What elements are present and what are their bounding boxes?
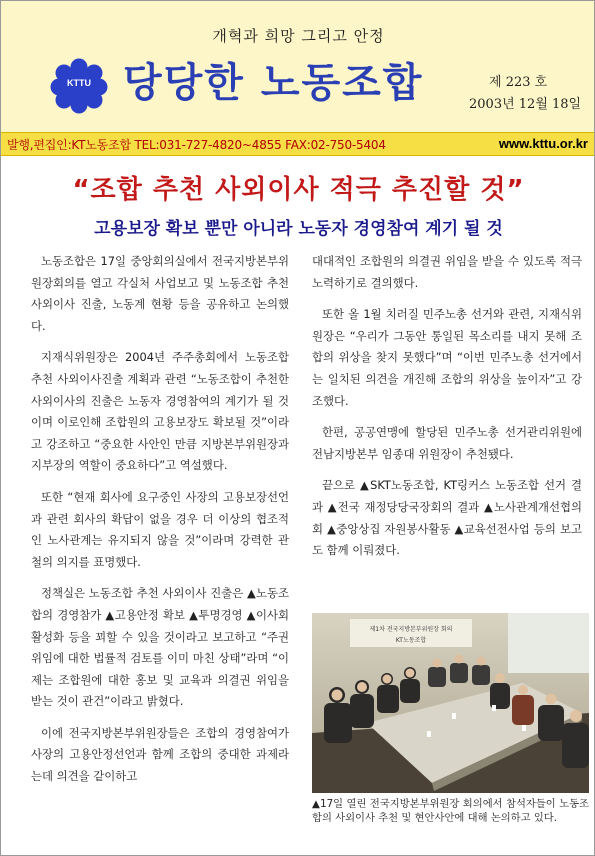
svg-text:제1차 전국지방본부위원장 회의: 제1차 전국지방본부위원장 회의 <box>369 626 453 633</box>
article-right-column <box>312 251 582 572</box>
paragraph: 끝으로 ▲SKT노동조합, KT링커스 노동조합 선거 결과 ▲전국 재정당당국장회의 결과 ▲노사관계개선협의회 ▲중앙상집 자원봉사활동 ▲교육선전사업 등의 보고도 함께 이뤄졌다. <box>312 478 582 558</box>
paragraph: 또한 올 1월 치러질 민주노총 선거와 관련, 지재식위원장은 “우리가 그동안 통일된 목소리를 내지 못해 조합의 위상을 찾지 못했다”며 “이번 민주노총 선거에서는 일치된 의견을 개진해 조합의 위상을 높이자”고 강조했다. <box>312 307 582 408</box>
meeting-photo <box>312 613 589 793</box>
article-left-column <box>31 251 289 798</box>
slogan: 개혁과 희망 그리고 안정 <box>212 27 385 45</box>
paragraph: 대대적인 조합원의 의결권 위임을 받을 수 있도록 적극 노력하기로 결의했다. <box>312 254 582 290</box>
kttu-flower-logo-icon <box>50 58 108 114</box>
newsletter-title: 당당한 노동조합 <box>123 60 424 106</box>
photo-caption: ▲17일 열린 전국지방본부위원장 회의에서 참석자들이 노동조합의 사외이사 추천 및 현안사안에 대해 논의하고 있다. <box>312 798 589 824</box>
issue-date: 2003년 12월 18일 <box>469 97 582 112</box>
svg-text:KT노동조합: KT노동조합 <box>395 637 427 644</box>
logo-text: KTTU <box>67 78 91 88</box>
paragraph: 한편, 공공연맹에 할당된 민주노총 선거관리위원에 전남지방본부 임종대 위원장이 추천됐다. <box>312 425 582 461</box>
website-link[interactable]: www.kttu.or.kr <box>498 136 588 151</box>
paragraph: 이에 전국지방본부위원장들은 조합의 경영참여가 사장의 고용안정선언과 함께 조합의 중대한 과제라는데 의견을 같이하고 <box>31 725 289 784</box>
issue-number: 제 223 호 <box>489 75 548 90</box>
publisher-bar <box>1 132 595 156</box>
article-headline: “조합 추천 사외이사 적극 추진할 것” <box>72 175 525 205</box>
article-subheadline: 고용보장 확보 뿐만 아니라 노동자 경영참여 계기 될 것 <box>94 219 503 239</box>
publisher-info: 발행,편집인:KT노동조합 TEL:031-727-4820~4855 FAX:02-750-5404 <box>7 138 386 152</box>
paragraph: 지재식위원장은 2004년 주주총회에서 노동조합 추천 사외이사진출 계획과 관련 “노동조합이 추천한 사외이사의 진출은 노동자 경영참여의 계기가 될 것이며 이로인해 조합원의 고용보장도 확보될 것”이라고 강조하고 “중요한 사안인 만큼 지방본부위원장과 지부장의 역할이 중요하다”고 역설했다. <box>31 350 289 473</box>
paragraph: 정책실은 노동조합 추천 사외이사 진출은 ▲노동조합의 경영참가 ▲고용안정 확보 ▲투명경영 ▲이사회활성화 등을 꾀할 수 있을 것이라고 보고하고 “주권 위임에 대한 법률적 검토를 이미 마친 상태”라며 “이제는 조합원에 대한 홍보 및 교육과 의결권 위임을 받는 것이 관건”이라고 밝혔다. <box>31 586 289 709</box>
paragraph: 노동조합은 17일 중앙회의실에서 전국지방본부위원장회의를 열고 각실처 사업보고 및 노동조합 추천 사외이사 진출, 노동계 현황 등을 공유하고 논의했다. <box>31 254 289 333</box>
masthead <box>1 1 595 132</box>
paragraph: 또한 “현재 회사에 요구중인 사장의 고용보장선언과 관련 회사의 확답이 없을 경우 더 이상의 협조적인 노사관계는 유지되지 않을 것”이라며 강력한 관철의 의지를 표명했다. <box>31 489 289 569</box>
